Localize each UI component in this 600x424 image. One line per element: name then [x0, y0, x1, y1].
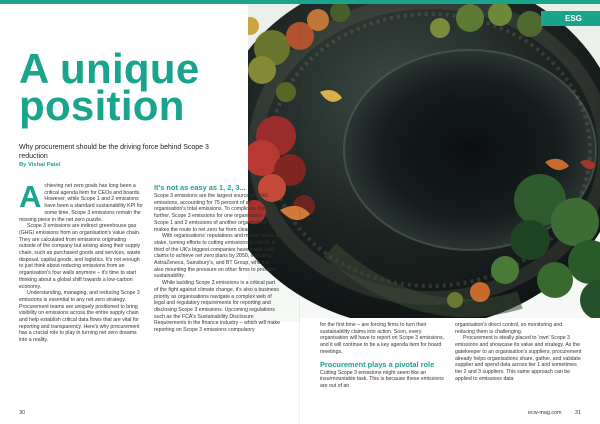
site-footer: ecw-mag.com — [528, 410, 562, 416]
body-paragraph: for the first time – are forcing firms to turn their sustainability claims into action. Soon, every organisation will have to report on Scope 3 emissions, and it will continue to be a key agenda item for board meetings. — [320, 322, 444, 355]
body-paragraph: While tackling Scope 3 emissions is a critical part of the fight against climate change, it's also a business priority as organisations navigate a complex web of legal and regulatory requirements for reporting and disclosing Scope 3 emissions. Upcoming regulations such as the FCA's Sustainability Disclosure Requirements in the finance industry – which will make reporting on Scope 3 emissions compulsory — [154, 280, 280, 334]
article-byline: By Vishal Patel — [19, 162, 61, 168]
intro-paragraph — [19, 183, 143, 223]
section-tag: ESG — [541, 11, 600, 26]
body-column-2 — [154, 183, 280, 401]
drop-cap: A — [19, 183, 42, 214]
body-paragraph: Understanding, managing, and reducing Scope 3 emissions is essential to any net zero strategy. Procurement teams are uniquely positioned to bring visibility on emissions across the entire supply chain and help establish critical data flows that are vital for reporting and transparency. Here's why procurement has a crucial role to play in turning net zero dreams into a reality. — [19, 290, 140, 344]
page-number-left: 30 — [19, 410, 25, 416]
article-standfirst: Why procurement should be the driving force behind Scope 3 reduction — [19, 144, 209, 160]
body-column-1 — [19, 183, 143, 401]
headline-line-1: A unique — [19, 45, 200, 92]
body-paragraph: With organisations' reputations and market value at stake, turning efforts to cutting emissions is critical. A third of the UK's biggest companies have made bold claims to achieve net zero plans by 2050, including AstraZeneca, Sainsbury's, and BT Group, which is also mounting the pressure on other firms to prioritize sustainability. — [154, 233, 280, 280]
page-number-right: 31 — [575, 410, 581, 416]
body-column-3 — [320, 322, 446, 404]
body-paragraph: Scope 3 emissions are the largest source of GHG emissions, accounting for 75 percent of an organisation's total emissions. To complicate things further, Scope 3 emissions for one organisation are the Scope 1 and 2 emissions of another organisation. This makes the route to net zero far from clear. — [154, 193, 280, 233]
article-headline — [19, 45, 249, 129]
page-gutter — [299, 0, 300, 424]
subheading: Procurement plays a pivotal role — [320, 359, 435, 369]
headline-line-2: position — [19, 82, 185, 129]
body-paragraph: Scope 3 emissions are indirect greenhouse gas (GHG) emissions from an organisation's value chain. They are calculated from emissions originating outside of the company but arising along their supply chain, such as purchased goods and services, waste disposal, capital goods, and logistics. It's not enough to just think about reducing emissions from an organisation's four walls anymore – it's time to start thinking about a global shift towards a low-carbon economy. — [19, 223, 141, 290]
subheading: It's not as easy as 1, 2, 3... — [154, 183, 246, 192]
body-paragraph: Cutting Scope 3 emissions might seem like an insurmountable task. This is because these emissions are out of an — [320, 369, 444, 389]
body-paragraph: organisation's direct control, so monitoring and reducing them is challenging. — [455, 322, 563, 335]
intro-paragraph-text: chieving net zero goals has long been a critical agenda item for CEOs and boards. However, while Scope 1 and 2 emissions have been a standard sustainability KPI for some time, Scope 3 emissions remain the missing piece in the net zero puzzle. — [19, 183, 143, 223]
body-paragraph: Procurement is ideally placed to 'own' Scope 3 emissions and showcase its value and strategy. As the gatekeeper to an organisation's suppliers, procurement already helps organisations share, gather, and validate supplier and spend data across tier 1 and sometimes tier 2 and 3 suppliers. This same approach can be applied to emissions data — [455, 335, 582, 382]
top-accent-bar — [0, 0, 600, 4]
body-column-4 — [455, 322, 583, 404]
